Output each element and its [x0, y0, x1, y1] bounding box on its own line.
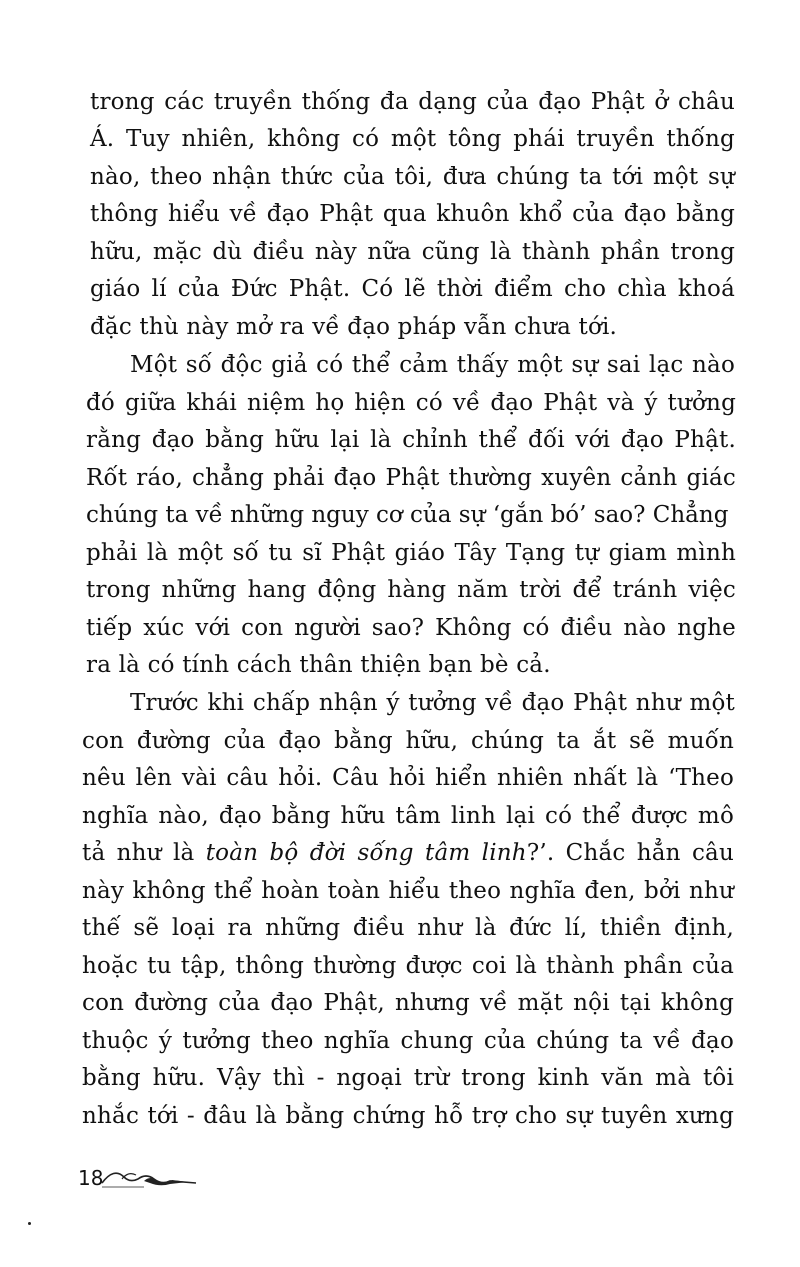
text-line: nào, theo nhận thức của tôi, đưa chúng ta tới một sự	[90, 164, 735, 190]
text-line: giáo lí của Đức Phật. Có lẽ thời điểm cho chìa khoá	[90, 276, 735, 302]
text-line: nêu lên vài câu hỏi. Câu hỏi hiển nhiên nhất là ‘Theo	[82, 765, 734, 791]
text-line: ra là có tính cách thân thiện bạn bè cả.	[86, 652, 551, 678]
italic-phrase: toàn bộ đời sống tâm linh	[205, 840, 527, 866]
text-line: thế sẽ loại ra những điều như là đức lí, thiền định,	[82, 915, 734, 941]
text-line: này không thể hoàn toàn hiểu theo nghĩa đen, bởi như	[82, 878, 734, 904]
text-line: rằng đạo bằng hữu lại là chỉnh thể đối với đạo Phật.	[86, 427, 736, 453]
text-line: con đường của đạo Phật, nhưng về mặt nội tại không	[82, 990, 734, 1016]
text-line: đó giữa khái niệm họ hiện có về đạo Phật và ý tưởng	[86, 390, 736, 416]
text-line: thuộc ý tưởng theo nghĩa chung của chúng ta về đạo	[82, 1028, 734, 1054]
text-line: phải là một số tu sĩ Phật giáo Tây Tạng tự giam mình	[86, 540, 736, 566]
text-segment: ?’. Chắc hẳn câu	[526, 840, 734, 866]
text-line: hữu, mặc dù điều này nữa cũng là thành phần trong	[90, 239, 735, 265]
text-line: bằng hữu. Vậy thì - ngoại trừ trong kinh văn mà tôi	[82, 1065, 734, 1091]
text-line: con đường của đạo bằng hữu, chúng ta ắt sẽ muốn	[82, 728, 734, 754]
text-line: hoặc tu tập, thông thường được coi là thành phần của	[82, 953, 734, 979]
page-footer	[78, 1163, 218, 1193]
text-segment: tả như là	[82, 840, 206, 866]
text-line: Một số độc giả có thể cảm thấy một sự sai lạc nào	[130, 352, 735, 378]
text-line: Trước khi chấp nhận ý tưởng về đạo Phật như một	[130, 690, 735, 716]
text-line: Rốt ráo, chẳng phải đạo Phật thường xuyên cảnh giác	[86, 465, 736, 491]
page-number: 18	[78, 1166, 104, 1190]
text-line: chúng ta về những nguy cơ của sự ‘gắn bó’ sao? Chẳng	[86, 502, 729, 528]
print-speck	[28, 1222, 31, 1225]
text-line: nhắc tới - đâu là bằng chứng hỗ trợ cho sự tuyên xưng	[82, 1103, 734, 1129]
text-line: tiếp xúc với con người sao? Không có điều nào nghe	[86, 615, 736, 641]
flourish-ornament-icon	[100, 1163, 200, 1191]
text-line-mixed	[82, 839, 734, 867]
text-line: thông hiểu về đạo Phật qua khuôn khổ của đạo bằng	[90, 201, 735, 227]
text-line: nghĩa nào, đạo bằng hữu tâm linh lại có thể được mô	[82, 803, 734, 829]
text-line: trong những hang động hàng năm trời để tránh việc	[86, 577, 736, 603]
text-line: trong các truyền thống đa dạng của đạo Phật ở châu	[90, 89, 735, 115]
text-line: đặc thù này mở ra về đạo pháp vẫn chưa tới.	[90, 314, 618, 340]
text-line: Á. Tuy nhiên, không có một tông phái truyền thống	[90, 126, 735, 152]
